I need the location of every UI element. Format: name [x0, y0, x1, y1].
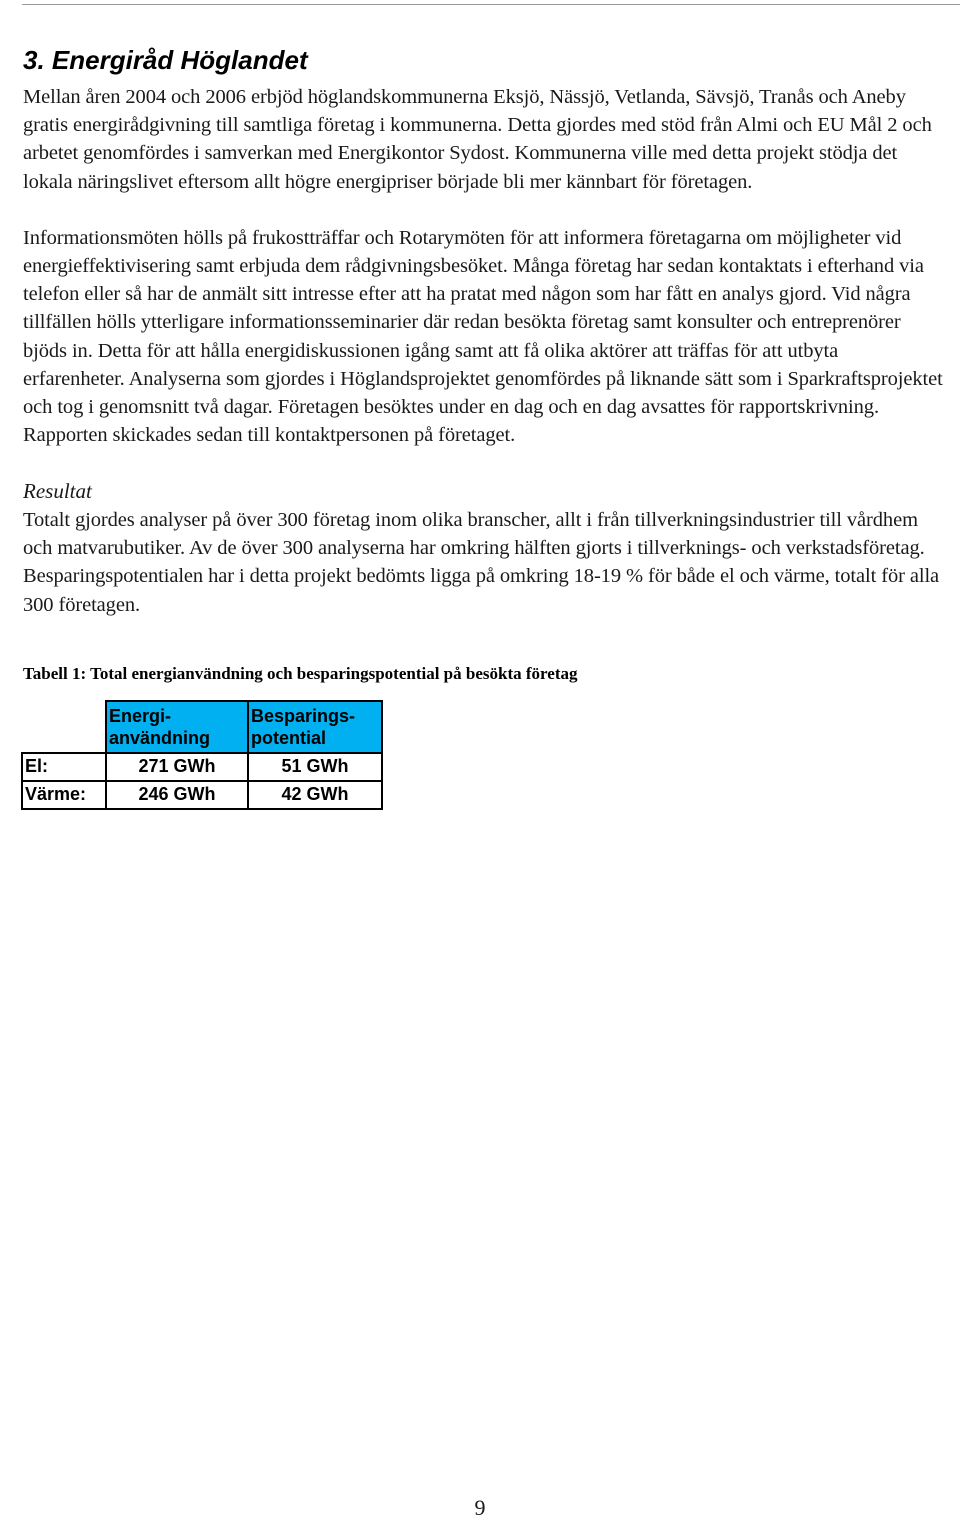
energy-use-cell: 246 GWh: [106, 781, 248, 809]
column-header-line: potential: [251, 727, 326, 748]
table-row: [22, 753, 382, 781]
row-label: El:: [22, 753, 106, 781]
energy-table: [21, 700, 383, 810]
information-paragraph: Informationsmöten hölls på frukostträffar och Rotarymöten för att informera företagarna om möjligheter vid energieffektivisering samt erbjuda dem rådgivningsbesöket. Många företag har sedan kontaktats i efterhand via telefon eller så har de anmält sitt intresse efter att ha pratat med någon som har fått en analys gjord. Vid några tillfällen hölls ytterligare informationsseminarier där redan besökta företag samt konsulter och entreprenörer bjöds in. Detta för att hålla energidiskussionen igång samt att få olika aktörer att träffas för att utbyta erfarenheter. Analyserna som gjordes i Höglandsprojektet genomfördes på liknande sätt som i Sparkraftsprojektet och tog i genomsnitt två dagar. Företagen besöktes under en dag och en dag avsattes för rapportskrivning. Rapporten skickades sedan till kontaktpersonen på företaget.: [23, 226, 943, 447]
page-number: 9: [474, 1495, 486, 1520]
column-header-energy-use: [106, 701, 248, 753]
table-header-row: [22, 701, 382, 753]
intro-paragraph: Mellan åren 2004 och 2006 erbjöd höglandskommunerna Eksjö, Nässjö, Vetlanda, Sävsjö, Tranås och Aneby gratis energirådgivning till samtliga företag i kommunerna. Detta gjordes med stöd från Almi och EU Mål 2 och arbetet genomfördes i samverkan med Energikontor Sydost. Kommunerna ville med detta projekt stödja det lokala näringslivet eftersom allt högre energipriser började bli mer kännbart för företagen.: [23, 86, 932, 193]
row-label: Värme:: [22, 781, 106, 809]
paragraph-gap: [23, 449, 943, 477]
savings-cell: 51 GWh: [248, 753, 382, 781]
table-caption: Tabell 1: Total energianvändning och besparingspotential på besökta företag: [23, 663, 578, 683]
top-rule: [22, 4, 960, 5]
column-header-line: Besparings-: [251, 705, 356, 726]
result-subheading: Resultat: [23, 479, 92, 504]
table-row: [22, 781, 382, 809]
column-header-line: användning: [109, 727, 211, 748]
column-header-line: Energi-: [109, 705, 172, 726]
energy-use-cell: 271 GWh: [106, 753, 248, 781]
column-header-savings-potential: [248, 701, 382, 753]
section-heading: 3. Energiråd Höglandet: [23, 45, 308, 75]
result-paragraph: Totalt gjordes analyser på över 300 företag inom olika branscher, allt i från tillverkningsindustrier till vårdhem och matvarubutiker. Av de över 300 analyserna har omkring hälften gjorts i tillverknings- och verkstadsföretag. Besparingspotentialen har i detta projekt bedömts ligga på omkring 18-19 % för både el och värme, totalt för alla 300 företagen.: [23, 508, 940, 616]
document-page: [23, 40, 943, 810]
savings-cell: 42 GWh: [248, 781, 382, 809]
paragraph-gap: [23, 196, 943, 224]
table-corner-cell: [22, 701, 106, 753]
